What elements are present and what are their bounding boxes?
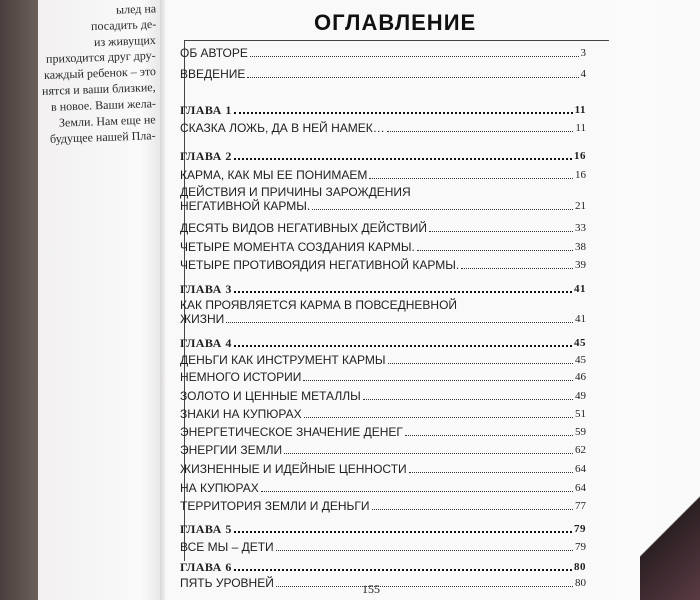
toc-page-number: 4	[580, 68, 586, 80]
toc-entry-title: ЭНЕРГЕТИЧЕСКОЕ ЗНАЧЕНИЕ ДЕНЕГ	[180, 425, 403, 439]
toc-entry[interactable]	[180, 168, 586, 182]
toc-dot-leader	[247, 77, 578, 78]
toc-entry[interactable]	[180, 407, 586, 421]
toc-entry[interactable]	[180, 221, 586, 235]
previous-page-line: нятся и ваши близкие,	[42, 80, 157, 98]
previous-page-line: приходится друг дру-	[46, 48, 157, 66]
background-corner	[640, 470, 700, 600]
toc-dot-leader	[417, 250, 573, 251]
toc-page-number: 16	[575, 169, 586, 181]
toc-entry[interactable]	[180, 462, 586, 476]
toc-entry[interactable]	[180, 46, 586, 60]
toc-entry-title: ЧЕТЫРЕ МОМЕНТА СОЗДАНИЯ КАРМЫ.	[180, 240, 415, 254]
toc-dot-leader	[234, 569, 572, 571]
toc-page-number: 59	[575, 426, 586, 438]
toc-entry[interactable]	[180, 240, 586, 254]
toc-page-number: 41	[574, 283, 586, 295]
toc-chapter-entry[interactable]	[180, 522, 586, 536]
toc-dot-leader	[276, 586, 573, 587]
toc-dot-leader	[388, 363, 573, 364]
toc-page-number: 80	[575, 577, 586, 589]
toc-page-number: 49	[575, 390, 586, 402]
toc-entry-title: ГЛАВА 4	[180, 336, 232, 350]
toc-dot-leader	[461, 268, 573, 269]
toc-entry-title: ЖИЗНИ	[180, 312, 225, 326]
toc-entry-title: НЕМНОГО ИСТОРИИ	[180, 370, 302, 384]
toc-dot-leader	[409, 472, 573, 473]
toc-chapter-entry[interactable]	[180, 103, 586, 117]
toc-page-number: 46	[575, 371, 586, 383]
toc-dot-leader	[250, 56, 579, 57]
toc-entry[interactable]	[180, 425, 586, 439]
toc-dot-leader	[234, 345, 572, 347]
toc-entry-title: ГЛАВА 2	[180, 149, 232, 163]
toc-page-number: 62	[575, 444, 586, 456]
previous-page	[38, 0, 160, 600]
toc-entry[interactable]	[180, 258, 586, 272]
toc-page-number: 79	[574, 523, 586, 535]
toc-entry[interactable]	[180, 185, 586, 213]
toc-page-number: 45	[574, 337, 586, 349]
toc-page-number: 21	[575, 200, 586, 212]
toc-dot-leader	[369, 178, 573, 179]
toc-entry-title: КАРМА, КАК МЫ ЕЕ ПОНИМАЕМ	[180, 168, 368, 182]
toc-entry[interactable]	[180, 67, 586, 81]
previous-page-line: Земли. Нам еще не	[59, 112, 157, 130]
toc-entry-title: ДЕНЬГИ КАК ИНСТРУМЕНТ КАРМЫ	[180, 353, 386, 367]
toc-chapter-entry[interactable]	[180, 336, 586, 350]
toc-page-number: 64	[575, 463, 586, 475]
toc-page-number: 11	[575, 122, 586, 134]
toc-chapter-entry[interactable]	[180, 560, 586, 574]
toc-dot-leader	[429, 231, 573, 232]
toc-dot-leader	[387, 131, 574, 132]
toc-chapter-entry[interactable]	[180, 282, 586, 296]
toc-dot-leader	[303, 380, 573, 381]
toc-dot-leader	[372, 509, 573, 510]
toc-entry-title: ЧЕТЫРЕ ПРОТИВОЯДИЯ НЕГАТИВНОЙ КАРМЫ.	[180, 258, 460, 272]
toc-entry[interactable]	[180, 298, 586, 326]
toc-entry[interactable]	[180, 576, 586, 590]
contents-page	[166, 0, 616, 600]
toc-entry-title: ТЕРРИТОРИЯ ЗЕМЛИ И ДЕНЬГИ	[180, 499, 370, 513]
background-right	[656, 0, 700, 600]
toc-dot-leader	[363, 399, 573, 400]
toc-entry-title: ЗОЛОТО И ЦЕННЫЕ МЕТАЛЛЫ	[180, 389, 361, 403]
page-number: 155	[362, 582, 380, 596]
toc-entry-title: ГЛАВА 1	[180, 103, 232, 117]
toc-entry-title: ЭНЕРГИИ ЗЕМЛИ	[180, 443, 283, 457]
toc-entry-title: ЗНАКИ НА КУПЮРАХ	[180, 407, 302, 421]
toc-page-number: 45	[575, 354, 586, 366]
background-left	[0, 0, 38, 600]
toc-chapter-entry[interactable]	[180, 149, 586, 163]
toc-dot-leader	[226, 322, 573, 323]
toc-page-number: 51	[575, 408, 586, 420]
toc-entry-title: ВСЕ МЫ – ДЕТИ	[180, 540, 274, 554]
toc-dot-leader	[261, 491, 573, 492]
toc-entry-title: ГЛАВА 3	[180, 282, 232, 296]
previous-page-line: каждый ребенок – это	[43, 64, 157, 82]
toc-entry[interactable]	[180, 499, 586, 513]
toc-entry[interactable]	[180, 443, 586, 457]
toc-page-number: 39	[575, 259, 586, 271]
toc-entry-title: ГЛАВА 6	[180, 560, 232, 574]
toc-dot-leader	[234, 112, 573, 114]
toc-entry-title: ДЕСЯТЬ ВИДОВ НЕГАТИВНЫХ ДЕЙСТВИЙ	[180, 221, 428, 235]
toc-dot-leader	[234, 531, 572, 533]
previous-page-line: ылед на	[115, 1, 157, 17]
toc-page-number: 80	[574, 561, 586, 573]
toc-entry[interactable]	[180, 121, 586, 135]
toc-entry-title: НЕГАТИВНОЙ КАРМЫ.	[180, 199, 311, 213]
toc-dot-leader	[405, 435, 573, 436]
toc-dot-leader	[284, 453, 573, 454]
toc-entry-title-line: КАК ПРОЯВЛЯЕТСЯ КАРМА В ПОВСЕДНЕВНОЙ	[180, 298, 458, 312]
toc-entry[interactable]	[180, 540, 586, 554]
toc-page-number: 33	[575, 222, 586, 234]
toc-entry-title: ГЛАВА 5	[180, 522, 232, 536]
toc-entry[interactable]	[180, 353, 586, 367]
toc-page-number: 16	[574, 150, 586, 162]
previous-page-line: будущее нашей Пла-	[50, 128, 157, 146]
previous-page-line: посадить де-	[90, 16, 157, 34]
toc-page-number: 3	[580, 47, 586, 59]
page-title: ОГЛАВЛЕНИЕ	[314, 10, 477, 35]
previous-page-line: из живущих	[93, 32, 157, 50]
toc-entry-title: ЖИЗНЕННЫЕ И ИДЕЙНЫЕ ЦЕННОСТИ	[180, 462, 407, 476]
toc-entry-title: ПЯТЬ УРОВНЕЙ	[180, 576, 274, 590]
toc-page-number: 41	[575, 313, 586, 325]
toc-dot-leader	[304, 417, 573, 418]
toc-page-number: 64	[575, 482, 586, 494]
toc-page-number: 77	[575, 500, 586, 512]
toc-entry-title: СКАЗКА ЛОЖЬ, ДА В НЕЙ НАМЕК…	[180, 121, 385, 135]
toc-page-number: 38	[575, 241, 586, 253]
toc-entry-title-line: ДЕЙСТВИЯ И ПРИЧИНЫ ЗАРОЖДЕНИЯ	[180, 185, 411, 199]
toc-dot-leader	[276, 550, 573, 551]
toc-dot-leader	[312, 209, 573, 210]
toc-entry-title: НА КУПЮРАХ	[180, 481, 259, 495]
toc-entry-title: ВВЕДЕНИЕ	[180, 67, 246, 81]
toc-dot-leader	[234, 291, 572, 293]
toc-dot-leader	[234, 158, 572, 160]
toc-entry[interactable]	[180, 389, 586, 403]
toc-entry-title: ОБ АВТОРЕ	[180, 46, 248, 60]
toc-entry[interactable]	[180, 481, 586, 495]
toc-page-number: 11	[574, 104, 586, 116]
previous-page-line: в новое. Ваши жела-	[50, 96, 157, 114]
toc-entry[interactable]	[180, 370, 586, 384]
toc-page-number: 79	[575, 541, 586, 553]
